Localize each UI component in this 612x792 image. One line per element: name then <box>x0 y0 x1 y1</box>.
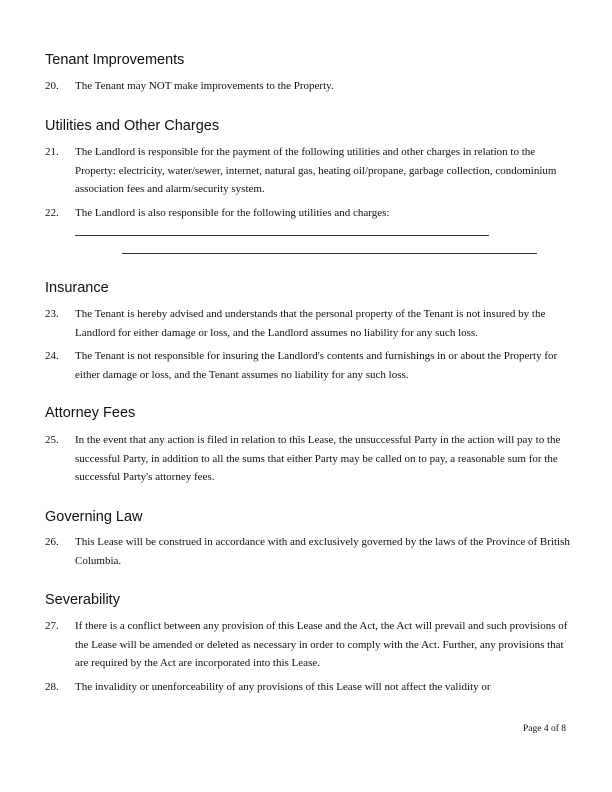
fill-in-blank-line[interactable] <box>122 253 537 254</box>
heading-governing-law: Governing Law <box>45 509 143 525</box>
heading-insurance: Insurance <box>45 280 109 296</box>
clause-number: 24. <box>45 350 59 362</box>
clause-21 <box>45 143 575 199</box>
clause-23 <box>45 305 575 342</box>
clause-number: 21. <box>45 146 59 158</box>
clause-number: 27. <box>45 620 59 632</box>
clause-text: The Tenant may NOT make improvements to the Property. <box>75 80 334 92</box>
clause-22 <box>45 204 575 223</box>
page-number: Page 4 of 8 <box>522 724 566 734</box>
clause-27 <box>45 617 575 673</box>
heading-utilities: Utilities and Other Charges <box>45 118 220 134</box>
clause-20 <box>45 77 575 96</box>
fill-in-blank-line[interactable] <box>75 235 489 236</box>
clause-number: 22. <box>45 207 59 219</box>
clause-24 <box>45 347 575 384</box>
heading-attorney-fees: Attorney Fees <box>45 405 136 421</box>
clause-text: In the event that any action is filed in relation to this Lease, the unsuccessful Party in the action will pay to the successful Party, in addition to all the sums that either Party may be called on to pay, a reasonable sum for the successful Party's attorney fees. <box>75 434 561 483</box>
clause-text: The Tenant is not responsible for insuring the Landlord's contents and furnishings in or about the Property for either damage or loss, and the Tenant assumes no liability for any such loss. <box>75 350 558 381</box>
clause-text: The invalidity or unenforceability of any provisions of this Lease will not affect the validity or <box>75 681 491 693</box>
clause-25 <box>45 431 575 487</box>
heading-severability: Severability <box>45 592 120 608</box>
clause-28 <box>45 678 575 697</box>
clause-text: If there is a conflict between any provision of this Lease and the Act, the Act will prevail and such provisions of the Lease will be amended or deleted as necessary in order to comply with the Act. Further, any provisions that are required by the Act are incorporated into this Lease. <box>75 620 568 669</box>
clause-text: The Landlord is responsible for the payment of the following utilities and other charges in relation to the Property: electricity, water/sewer, internet, natural gas, heating oil/propane, garbage collection, condominium association fees and alarm/security system. <box>75 146 557 195</box>
clause-number: 28. <box>45 681 59 693</box>
clause-text: The Tenant is hereby advised and understands that the personal property of the Tenant is not insured by the Landlord for either damage or loss, and the Landlord assumes no liability for any such loss. <box>75 308 546 339</box>
clause-text: The Landlord is also responsible for the following utilities and charges: <box>75 207 390 219</box>
clause-number: 26. <box>45 536 59 548</box>
clause-text: This Lease will be construed in accordance with and exclusively governed by the laws of the Province of British Columbia. <box>75 536 570 567</box>
clause-number: 23. <box>45 308 59 320</box>
clause-number: 25. <box>45 434 59 446</box>
clause-26 <box>45 533 575 570</box>
clause-number: 20. <box>45 80 59 92</box>
heading-tenant-improvements: Tenant Improvements <box>45 52 185 68</box>
